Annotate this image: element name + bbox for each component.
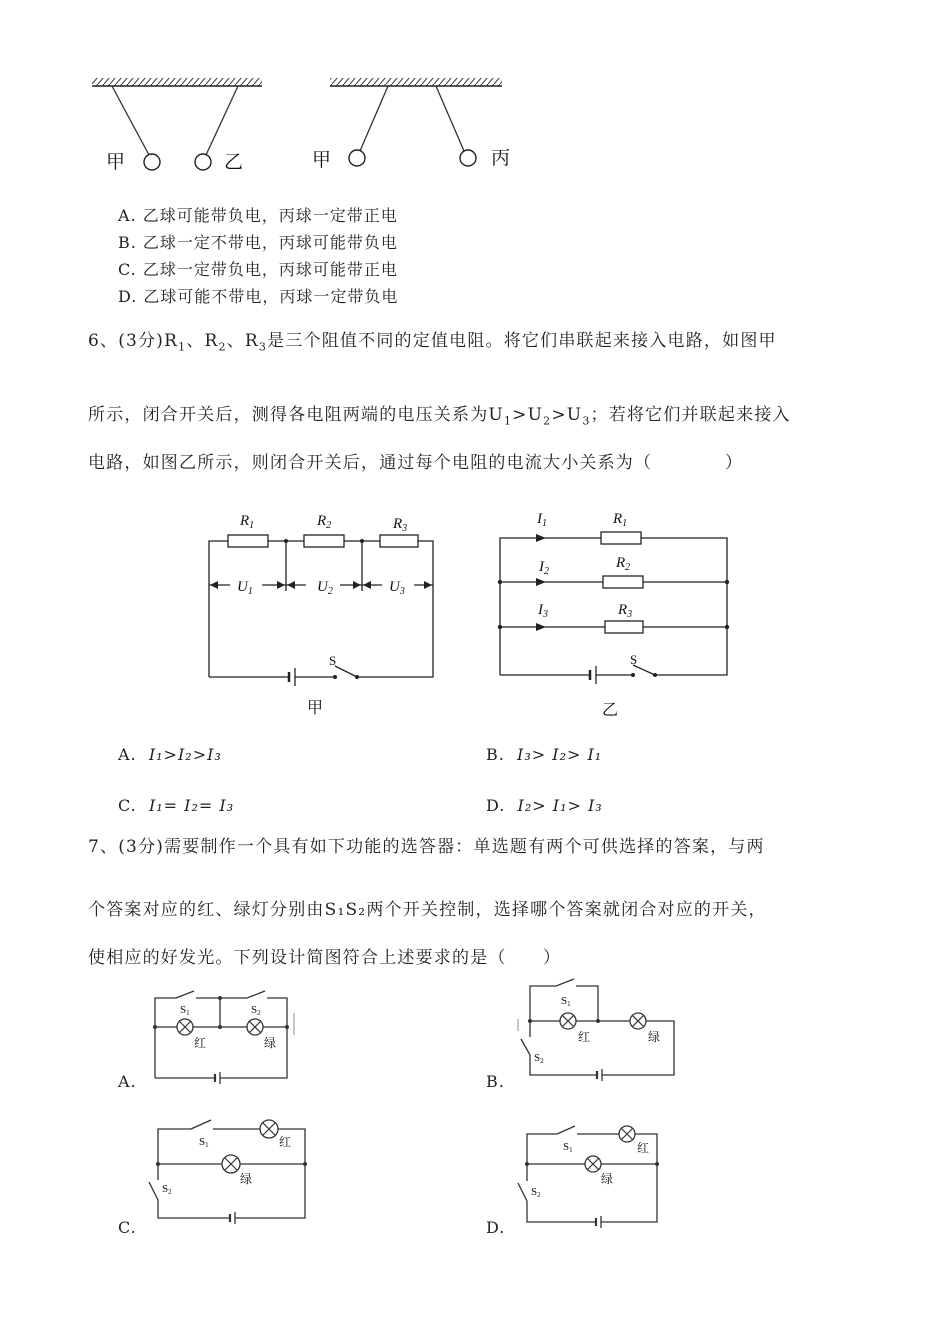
label-i1: $I_1$ [537,511,547,529]
label-s2: S2 [251,1004,261,1017]
q6-parallel-circuit [490,505,740,720]
q7-option-c[interactable]: C. [118,1218,137,1237]
q7-number: 7、 [88,837,119,857]
ball-bing [460,150,476,166]
string-jia-right [360,86,388,151]
lamp-green-icon [222,1155,240,1173]
label-red: 红 [637,1141,650,1155]
lamp-green-icon [247,1019,263,1035]
label-u1: $U_1$ [237,579,253,597]
q7-circuit-c [140,1110,320,1230]
lamp-red-icon [560,1013,576,1029]
arrow-i3 [536,623,546,631]
label-s1: S1 [563,1141,573,1154]
label-switch-s-par: S [630,652,638,667]
lamp-red-icon [619,1126,635,1142]
resistor-r1-par [601,532,641,544]
ball-jia-left [144,154,160,170]
label-switch-s: S [329,653,337,668]
label-r3-par: $R_3$ [618,602,633,620]
string-yi [206,86,238,155]
q5-option-a[interactable]: A. 乙球可能带负电，丙球一定带正电 [118,206,398,225]
q7-circuit-b [510,975,690,1085]
resistor-r2 [304,535,344,547]
q6-option-d[interactable]: D. I₂> I₁> I₃ [486,796,603,815]
resistor-r3 [380,535,418,547]
label-r1-par: $R_1$ [613,511,628,529]
label-green: 绿 [648,1030,661,1044]
q5-option-b[interactable]: B. 乙球一定不带电，丙球可能带负电 [118,233,398,252]
q6-series-circuit [200,505,445,720]
caption-yi: 乙 [602,700,619,719]
resistor-r3-par [605,621,643,633]
q7-line-1: 7、(3分)需要制作一个具有如下功能的选答器：单选题有两个可供选择的答案，与两 [88,837,765,857]
label-s1: S1 [180,1004,190,1017]
caption-jia: 甲 [307,698,324,717]
ceiling-left [92,78,262,86]
label-green: 绿 [240,1172,253,1186]
resistor-r2-par [603,576,643,588]
q7-option-a[interactable]: A. [118,1072,137,1091]
q6-line-2: 所示，闭合开关后，测得各电阻两端的电压关系为$U_1>U_2>U_3$；若将它们并联起来接入 [88,405,791,428]
arrow-i1 [536,534,546,542]
q7-option-d[interactable]: D. [486,1218,506,1237]
label-r3: $R_3$ [393,516,408,534]
q6-score: (3分) [118,331,165,351]
label-s2: S2 [534,1052,544,1065]
lamp-red-icon [260,1120,278,1138]
q5-option-c[interactable]: C. 乙球一定带负电，丙球可能带正电 [118,260,398,279]
label-bing: 丙 [491,147,511,169]
string-bing [436,86,464,151]
label-jia-left: 甲 [106,151,126,173]
q7-score: (3分) [118,837,165,857]
q6-option-b[interactable]: B. I₃> I₂> I₁ [486,745,603,764]
label-s1: S1 [199,1136,209,1149]
q6-option-c[interactable]: C. I₁= I₂= I₃ [118,796,235,815]
label-jia-right: 甲 [312,149,332,171]
resistor-r1 [228,535,268,547]
q6-option-a[interactable]: A. I₁>I₂>I₃ [118,745,222,764]
lamp-green-icon [630,1013,646,1029]
q6-line-3: 电路，如图乙所示，则闭合开关后，通过每个电阻的电流大小关系为（ ） [88,453,744,473]
label-green: 绿 [601,1172,614,1186]
arrow-i2 [536,578,546,586]
ball-yi [195,154,211,170]
q7-line-3: 使相应的好发光。下列设计简图符合上述要求的是（ ） [88,948,562,968]
label-s2: S2 [162,1183,172,1196]
label-green: 绿 [264,1036,277,1050]
label-u2: $U_2$ [317,579,333,597]
ball-jia-right [349,150,365,166]
label-yi: 乙 [224,151,244,173]
label-red: 红 [194,1036,207,1050]
q5-option-d[interactable]: D. 乙球可能不带电，丙球一定带负电 [118,287,399,306]
label-i3: $I_3$ [538,602,548,620]
label-s2: S2 [531,1186,541,1199]
q6-line-1: 6、(3分)$R_1$、$R_2$、$R_3$是三个阻值不同的定值电阻。将它们串联起来接入电路，如图甲 [88,331,777,354]
q7-circuit-d [505,1115,675,1235]
ceiling-right [330,78,502,86]
label-s1: S1 [561,995,571,1008]
lamp-green-icon [585,1156,601,1172]
string-jia-left [112,86,149,155]
label-i2: $I_2$ [539,559,549,577]
q5-pendulum-figures [80,70,540,185]
label-r1: $R_1$ [240,513,255,531]
switch-blade [335,666,357,677]
label-r2-par: $R_2$ [616,555,631,573]
q7-option-b[interactable]: B. [486,1072,505,1091]
q7-circuit-a [140,985,310,1085]
label-u3: $U_3$ [389,579,405,597]
lamp-red-icon [177,1019,193,1035]
q6-number: 6、 [88,331,119,351]
label-r2: $R_2$ [317,513,332,531]
label-red: 红 [578,1030,591,1044]
q7-line-2: 个答案对应的红、绿灯分别由S₁S₂两个开关控制，选择哪个答案就闭合对应的开关， [88,900,767,920]
label-red: 红 [279,1135,292,1149]
